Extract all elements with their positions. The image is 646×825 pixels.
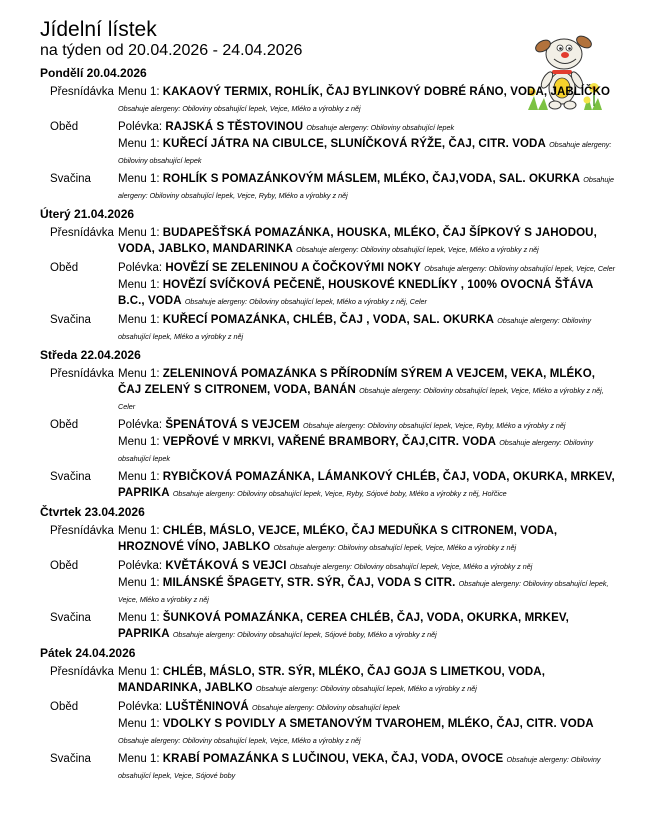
meal-name: Svačina — [50, 612, 91, 624]
day-heading: Čtvrtek 23.04.2026 — [40, 505, 145, 519]
menu-item — [118, 171, 620, 203]
item-label: Menu 1: — [118, 314, 160, 326]
day-section — [40, 207, 620, 345]
item-dish: CHLÉB, MÁSLO, STR. SÝR, MLÉKO, ČAJ GOJA S LIMETKOU, VODA, MANDARINKA, JABLKO — [118, 666, 546, 694]
item-label: Menu 1: — [118, 525, 160, 537]
meal-row — [40, 558, 620, 608]
meal-name: Oběd — [50, 560, 79, 572]
menu-item — [118, 523, 620, 555]
menu-item — [118, 277, 620, 309]
item-dish: MILÁNSKÉ ŠPAGETY, STR. SÝR, ČAJ, VODA S CITR. — [162, 577, 456, 589]
menu-item — [118, 260, 620, 276]
item-label: Menu 1: — [118, 753, 160, 765]
meal-row — [40, 171, 620, 204]
menu-item — [118, 716, 620, 748]
meal-row — [40, 417, 620, 467]
menu-item — [118, 699, 620, 715]
meal-row — [40, 699, 620, 749]
item-dish: LUŠTĚNINOVÁ — [165, 701, 249, 713]
menu-item — [118, 575, 620, 607]
meal-name: Svačina — [50, 314, 91, 326]
menu-item — [118, 664, 620, 696]
menu-item — [118, 366, 620, 414]
item-dish: BUDAPEŠŤSKÁ POMAZÁNKA, HOUSKA, MLÉKO, ČAJ ŠÍPKOVÝ S JAHODOU, VODA, JABLKO, MANDARINKA — [118, 227, 597, 255]
menu-item — [118, 84, 620, 116]
menu-item — [118, 119, 620, 135]
meal-row — [40, 469, 620, 502]
item-label: Menu 1: — [118, 279, 160, 291]
item-dish: VEPŘOVÉ V MRKVI, VAŘENÉ BRAMBORY, ČAJ,CITR. VODA — [162, 436, 496, 448]
item-allergens: Obsahuje alergeny: Obiloviny obsahující lepek, Vejce, Ryby, Mléko a výrobky z něj — [303, 421, 566, 430]
page-title: Jídelní lístek — [40, 18, 157, 41]
item-allergens: Obsahuje alergeny: Obiloviny obsahující lepek, Vejce, Ryby, Mléko a výrobky z něj — [118, 175, 615, 200]
item-dish: KUŘECÍ JÁTRA NA CIBULCE, SLUNÍČKOVÁ RÝŽE, ČAJ, CITR. VODA — [162, 138, 546, 150]
item-dish: VDOLKY S POVIDLY A SMETANOVÝM TVAROHEM, MLÉKO, ČAJ, CITR. VODA — [162, 718, 594, 730]
meal-items — [118, 417, 620, 467]
meal-row — [40, 225, 620, 258]
day-section — [40, 348, 620, 502]
meal-items — [118, 751, 620, 784]
menu-item — [118, 610, 620, 642]
menu-item — [118, 225, 620, 257]
item-allergens: Obsahuje alergeny: Obiloviny obsahující lepek, Vejce, Ryby, Sójové boby, Mléko a výrobky z něj, Hořčice — [172, 489, 507, 498]
item-allergens: Obsahuje alergeny: Obiloviny obsahující lepek, Vejce, Sójové boby — [118, 755, 601, 780]
item-dish: CHLÉB, MÁSLO, VEJCE, MLÉKO, ČAJ MEDUŇKA S CITRONEM, VODA, HROZNOVÉ VÍNO, JABLKO — [118, 525, 558, 553]
meal-items — [118, 558, 620, 608]
item-allergens: Obsahuje alergeny: Obiloviny obsahující lepek, Sójové boby, Mléko a výrobky z něj — [172, 630, 437, 639]
item-label: Polévka: — [118, 262, 163, 274]
item-allergens: Obsahuje alergeny: Obiloviny obsahující lepek — [118, 140, 612, 165]
item-allergens: Obsahuje alergeny: Obiloviny obsahující lepek, Vejce, Mléko a výrobky z něj — [118, 104, 361, 113]
item-allergens: Obsahuje alergeny: Obiloviny obsahující lepek, Mléko a výrobky z něj — [118, 316, 592, 341]
item-dish: HOVĚZÍ SE ZELENINOU A ČOČKOVÝMI NOKY — [165, 262, 422, 274]
meal-name: Svačina — [50, 753, 91, 765]
item-label: Polévka: — [118, 560, 163, 572]
item-dish: ŠUNKOVÁ POMAZÁNKA, CEREA CHLÉB, ČAJ, VODA, OKURKA, MRKEV, PAPRIKA — [118, 612, 569, 640]
item-label: Polévka: — [118, 419, 163, 431]
menu-item — [118, 434, 620, 466]
meal-items — [118, 84, 620, 117]
item-allergens: Obsahuje alergeny: Obiloviny obsahující lepek — [306, 123, 455, 132]
meal-name: Přesnídávka — [50, 525, 114, 537]
meal-items — [118, 171, 620, 204]
meal-items — [118, 523, 620, 556]
item-allergens: Obsahuje alergeny: Obiloviny obsahující lepek, Vejce, Mléko a výrobky z něj — [296, 245, 539, 254]
meal-items — [118, 366, 620, 415]
meal-row — [40, 523, 620, 556]
item-dish: KAKAOVÝ TERMIX, ROHLÍK, ČAJ BYLINKOVÝ DOBRÉ RÁNO, VODA, JABLÍČKO — [162, 86, 611, 98]
item-allergens: Obsahuje alergeny: Obiloviny obsahující lepek, Vejce, Mléko a výrobky z něj — [118, 736, 361, 745]
day-section — [40, 66, 620, 204]
item-allergens: Obsahuje alergeny: Obiloviny obsahující lepek, Mléko a výrobky z něj, Celer — [184, 297, 427, 306]
menu-item — [118, 751, 620, 783]
menu-item — [118, 417, 620, 433]
day-heading: Středa 22.04.2026 — [40, 348, 141, 362]
meal-items — [118, 312, 620, 345]
meal-row — [40, 260, 620, 310]
item-label: Menu 1: — [118, 612, 160, 624]
meal-name: Oběd — [50, 121, 79, 133]
meal-row — [40, 751, 620, 784]
item-dish: ŠPENÁTOVÁ S VEJCEM — [165, 419, 300, 431]
meal-name: Přesnídávka — [50, 368, 114, 380]
item-allergens: Obsahuje alergeny: Obiloviny obsahující lepek, Vejce, Celer — [424, 264, 616, 273]
meal-items — [118, 225, 620, 258]
item-label: Menu 1: — [118, 436, 160, 448]
day-section — [40, 646, 620, 784]
item-allergens: Obsahuje alergeny: Obiloviny obsahující lepek — [118, 438, 594, 463]
days-list — [40, 66, 620, 787]
item-label: Menu 1: — [118, 138, 160, 150]
meal-name: Přesnídávka — [50, 227, 114, 239]
meal-name: Oběd — [50, 419, 79, 431]
item-dish: ROHLÍK S POMAZÁNKOVÝM MÁSLEM, MLÉKO, ČAJ,VODA, SAL. OKURKA — [162, 173, 581, 185]
meal-name: Svačina — [50, 471, 91, 483]
item-label: Polévka: — [118, 121, 163, 133]
meal-items — [118, 260, 620, 310]
day-heading: Pátek 24.04.2026 — [40, 646, 136, 660]
meal-items — [118, 119, 620, 169]
item-allergens: Obsahuje alergeny: Obiloviny obsahující lepek, Vejce, Mléko a výrobky z něj — [118, 579, 609, 604]
meal-items — [118, 610, 620, 643]
meal-name: Oběd — [50, 262, 79, 274]
item-dish: KVĚTÁKOVÁ S VEJCI — [165, 560, 287, 572]
meal-row — [40, 84, 620, 117]
item-label: Menu 1: — [118, 173, 160, 185]
menu-item — [118, 136, 620, 168]
item-label: Menu 1: — [118, 577, 160, 589]
day-heading: Úterý 21.04.2026 — [40, 207, 135, 221]
page-subtitle: na týden od 20.04.2026 - 24.04.2026 — [40, 42, 303, 59]
item-allergens: Obsahuje alergeny: Obiloviny obsahující lepek, Vejce, Mléko a výrobky z něj — [289, 562, 533, 571]
item-label: Menu 1: — [118, 86, 160, 98]
menu-item — [118, 558, 620, 574]
menu-item — [118, 469, 620, 501]
day-section — [40, 505, 620, 643]
item-label: Menu 1: — [118, 471, 160, 483]
item-allergens: Obsahuje alergeny: Obiloviny obsahující lepek, Mléko a výrobky z něj — [255, 684, 477, 693]
meal-row — [40, 366, 620, 415]
menu-item — [118, 312, 620, 344]
item-allergens: Obsahuje alergeny: Obiloviny obsahující lepek, Vejce, Mléko a výrobky z něj, Celer — [118, 386, 604, 411]
day-heading: Pondělí 20.04.2026 — [40, 66, 147, 80]
item-dish: KRABÍ POMAZÁNKA S LUČINOU, VEKA, ČAJ, VODA, OVOCE — [162, 753, 504, 765]
meal-name: Svačina — [50, 173, 91, 185]
item-label: Menu 1: — [118, 718, 160, 730]
meal-row — [40, 312, 620, 345]
item-dish: RYBIČKOVÁ POMAZÁNKA, LÁMANKOVÝ CHLÉB, ČAJ, VODA, OKURKA, MRKEV, PAPRIKA — [118, 471, 615, 499]
meal-items — [118, 699, 620, 749]
meal-items — [118, 469, 620, 502]
item-dish: HOVĚZÍ SVÍČKOVÁ PEČENĚ, HOUSKOVÉ KNEDLÍKY , 100% OVOCNÁ ŠŤÁVA B.C., VODA — [118, 279, 593, 307]
item-label: Polévka: — [118, 701, 163, 713]
item-dish: KUŘECÍ POMAZÁNKA, CHLÉB, ČAJ , VODA, SAL. OKURKA — [162, 314, 495, 326]
item-dish: RAJSKÁ S TĚSTOVINOU — [165, 121, 304, 133]
item-allergens: Obsahuje alergeny: Obiloviny obsahující lepek, Vejce, Mléko a výrobky z něj — [273, 543, 517, 552]
item-allergens: Obsahuje alergeny: Obiloviny obsahující lepek — [252, 703, 400, 712]
meal-name: Oběd — [50, 701, 79, 713]
item-label: Menu 1: — [118, 227, 160, 239]
item-dish: ZELENINOVÁ POMAZÁNKA S PŘÍRODNÍM SÝREM A VEJCEM, VEKA, MLÉKO, ČAJ ZELENÝ S CITRONEM, VODA, BANÁN — [118, 368, 596, 396]
meal-name: Přesnídávka — [50, 666, 114, 678]
meal-name: Přesnídávka — [50, 86, 114, 98]
meal-row — [40, 664, 620, 697]
meal-row — [40, 119, 620, 169]
item-label: Menu 1: — [118, 666, 160, 678]
meal-items — [118, 664, 620, 697]
meal-row — [40, 610, 620, 643]
item-label: Menu 1: — [118, 368, 160, 380]
